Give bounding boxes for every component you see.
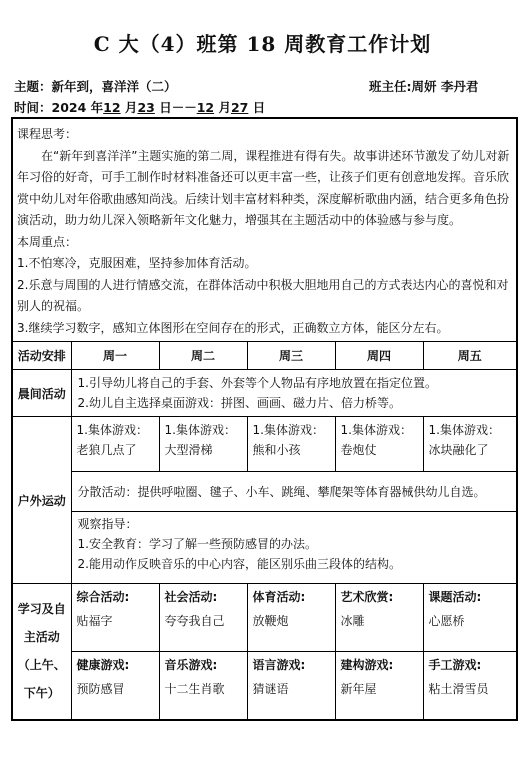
observe-content — [71, 512, 517, 584]
study-head: 艺术欣赏: — [340, 590, 394, 604]
study-name: 放鞭炮 — [252, 614, 289, 628]
outdoor-game-cell — [423, 417, 517, 472]
header-activity: 活动安排 — [12, 342, 71, 370]
game-head: 1.集体游戏： — [340, 423, 412, 437]
time-year: 2024 年 — [51, 100, 104, 115]
game-name: 大型滑梯 — [164, 443, 213, 457]
theme-value: 新年到，喜洋洋（二） — [51, 79, 177, 94]
study-cell — [247, 584, 335, 652]
study-row-2 — [12, 652, 517, 720]
intro-section — [12, 118, 517, 342]
header-day: 周五 — [423, 342, 517, 370]
game-head: 1.集体游戏： — [428, 423, 500, 437]
header-day: 周一 — [71, 342, 159, 370]
observe-item: 2.能用动作反映音乐的中心内容，能区别乐曲三段体的结构。 — [77, 557, 401, 571]
study-head: 音乐游戏: — [164, 658, 218, 672]
study-name: 贴福字 — [76, 614, 113, 628]
study-name: 粘土滑雪员 — [428, 682, 489, 696]
game-name: 老狼几点了 — [76, 443, 137, 457]
outdoor-game-cell — [71, 417, 159, 472]
game-name: 冰块融化了 — [428, 443, 489, 457]
study-cell — [71, 652, 159, 720]
study-label-line: （上午、 — [17, 658, 66, 673]
outdoor-label: 户外运动 — [12, 417, 71, 584]
study-name: 夸夸我自己 — [164, 614, 225, 628]
study-name: 心愿桥 — [428, 614, 465, 628]
study-head: 建构游戏: — [340, 658, 394, 672]
dispersed-activity: 分散活动：提供呼啦圈、毽子、小车、跳绳、攀爬架等体育器械供幼儿自选。 — [71, 472, 517, 512]
morning-content — [71, 370, 517, 417]
header-row — [12, 342, 517, 370]
study-head: 社会活动: — [164, 590, 218, 604]
study-name: 新年屋 — [340, 682, 377, 696]
time-dash: 日－－ — [154, 100, 197, 115]
focus-item: 2.乐意与周围的人进行情感交流，在群体活动中积极大胆地用自己的方式表达内心的喜悦和对别人的祝福。 — [17, 277, 509, 313]
game-head: 1.集体游戏： — [76, 423, 148, 437]
study-cell — [247, 652, 335, 720]
header-day: 周二 — [159, 342, 247, 370]
study-label-line: 学习及自 — [17, 602, 66, 617]
study-cell — [335, 652, 423, 720]
time-start-day: 23 — [137, 100, 155, 115]
study-label-line: 主活动 — [23, 630, 60, 645]
outdoor-games-row — [12, 417, 517, 472]
time-month-1: 月 — [120, 100, 138, 115]
study-name: 猜谜语 — [252, 682, 289, 696]
theme-line — [14, 77, 509, 95]
focus-title: 本周重点： — [17, 234, 78, 249]
header-day: 周三 — [247, 342, 335, 370]
study-row-1 — [12, 584, 517, 652]
outdoor-observe-row — [12, 512, 517, 584]
study-cell — [71, 584, 159, 652]
time-line — [14, 98, 265, 116]
morning-line: 2.幼儿自主选择桌面游戏：拼图、画画、磁力片、倍力桥等。 — [77, 396, 401, 410]
outdoor-dispersed-row — [12, 472, 517, 512]
observe-title: 观察指导： — [77, 517, 138, 531]
reflection-text: 在“新年到喜洋洋”主题实施的第二周，课程推进有得有失。故事讲述环节激发了幼儿对新年习俗的好奇，可手工制作时材料准备还可以更丰富一些，让孩子们更有创意地发挥。音乐欣赏中幼儿对年俗歌曲感知尚浅。后续计划丰富材料种类，深度解析歌曲内涵，结合更多角色扮演活动，助力幼儿深入领略新年文化魅力，增强其在主题活动中的体验感与参与度。 — [17, 148, 510, 227]
study-name: 预防感冒 — [76, 682, 125, 696]
game-name: 卷炮仗 — [340, 443, 377, 457]
focus-item: 3.继续学习数字，感知立体图形在空间存在的形式，正确数立方体，能区分左右。 — [17, 320, 449, 335]
morning-line: 1.引导幼儿将自己的手套、外套等个人物品有序地放置在指定位置。 — [77, 376, 437, 390]
study-head: 手工游戏: — [428, 658, 482, 672]
reflection-title: 课程思考： — [17, 127, 78, 141]
study-label-line: 下午） — [23, 686, 60, 701]
study-cell — [159, 584, 247, 652]
outdoor-game-cell — [159, 417, 247, 472]
study-cell — [423, 584, 517, 652]
morning-row — [12, 370, 517, 417]
study-head: 课题活动: — [428, 590, 482, 604]
study-head: 语言游戏: — [252, 658, 306, 672]
teacher-value: 周妍 李丹君 — [411, 79, 479, 94]
outdoor-game-cell — [247, 417, 335, 472]
time-start-month: 12 — [103, 100, 121, 115]
header-day: 周四 — [335, 342, 423, 370]
study-head: 综合活动: — [76, 590, 130, 604]
teacher-label: 班主任: — [369, 79, 412, 94]
page-title: C 大（4）班第 18 周教育工作计划 — [93, 32, 432, 56]
plan-table — [11, 117, 518, 721]
morning-label: 晨间活动 — [12, 370, 71, 417]
time-month-2: 月 — [214, 100, 231, 115]
time-day-2: 日 — [248, 100, 266, 115]
study-cell — [159, 652, 247, 720]
theme-label: 主题： — [14, 79, 52, 94]
study-cell — [335, 584, 423, 652]
game-head: 1.集体游戏： — [164, 423, 236, 437]
game-head: 1.集体游戏： — [252, 423, 324, 437]
study-label — [12, 584, 71, 720]
time-end-day: 27 — [230, 100, 249, 115]
game-name: 熊和小孩 — [252, 443, 301, 457]
time-end-month: 12 — [196, 100, 215, 115]
study-cell — [423, 652, 517, 720]
time-label: 时间： — [14, 100, 52, 115]
teacher-info — [369, 77, 478, 95]
focus-item: 1.不怕寒冷，克服困难，坚持参加体育活动。 — [17, 256, 257, 270]
observe-item: 1.安全教育：学习了解一些预防感冒的办法。 — [77, 537, 317, 551]
study-name: 十二生肖歌 — [164, 682, 225, 696]
outdoor-game-cell — [335, 417, 423, 472]
study-name: 冰雕 — [340, 614, 365, 628]
study-head: 健康游戏: — [76, 658, 130, 672]
study-head: 体育活动: — [252, 590, 306, 604]
